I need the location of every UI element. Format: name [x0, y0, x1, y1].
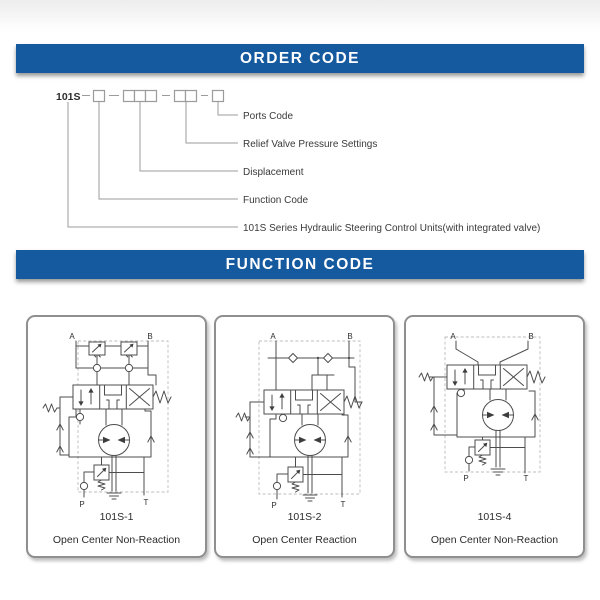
order-code-prefix: 101S [56, 91, 81, 103]
directional-valve-symbol [73, 385, 171, 409]
check-valve-symbol [93, 364, 100, 371]
panel-model: 101S-4 [477, 511, 512, 523]
label-displacement: Displacement [243, 167, 304, 178]
code-box [124, 91, 135, 102]
code-box-group-function [94, 91, 105, 102]
leader-series [68, 102, 238, 227]
code-box-group-displacement [124, 91, 157, 102]
leader-ports-code [218, 102, 238, 116]
check-valve-symbol [76, 413, 83, 420]
order-code-diagram [0, 85, 600, 245]
panel-model: 101S-2 [287, 511, 322, 523]
code-box [213, 91, 224, 102]
function-panel-101s-2 [214, 315, 395, 558]
order-code-header [16, 44, 584, 73]
function-code-header-label: FUNCTION CODE [225, 255, 375, 273]
schematic-101s-1 [36, 327, 196, 517]
order-code-header-label: ORDER CODE [239, 49, 361, 67]
panel-description: Open Center Reaction [252, 534, 357, 546]
leader-relief-valve [186, 102, 238, 144]
code-box [186, 91, 197, 102]
port-a-label: A [69, 332, 75, 341]
code-box [94, 91, 105, 102]
function-code-header [16, 250, 584, 279]
check-diamond-symbol [289, 354, 298, 363]
directional-valve-symbol [264, 390, 362, 414]
port-p-label: P [463, 474, 469, 483]
relief-valve-symbol [94, 465, 109, 490]
relief-valve-symbol [475, 440, 490, 465]
metering-motor-symbol [99, 425, 130, 456]
circuit-boundary-dashed [259, 341, 360, 494]
check-valve-symbol [465, 456, 472, 463]
label-function-code: Function Code [243, 195, 309, 206]
port-t-label: T [340, 500, 346, 509]
code-box [175, 91, 186, 102]
port-p-label: P [79, 500, 85, 509]
label-ports-code: Ports Code [243, 111, 294, 122]
tank-symbol [107, 493, 121, 499]
code-box [146, 91, 157, 102]
metering-motor-symbol [295, 425, 326, 456]
panel-model: 101S-1 [99, 511, 134, 523]
panel-description: Open Center Non-Reaction [52, 534, 181, 546]
code-box-group-ports [213, 91, 224, 102]
check-diamond-symbol [324, 354, 333, 363]
junction-dot [348, 357, 350, 359]
code-box-group-pressure [175, 91, 197, 102]
port-b-label: B [347, 332, 353, 341]
shock-valve-symbol [121, 342, 137, 357]
label-series: 101S Series Hydraulic Steering Control Units(with integrated valve) [243, 223, 541, 234]
label-relief-valve: Relief Valve Pressure Settings [243, 139, 378, 150]
port-t-label: T [523, 474, 529, 483]
port-b-label: B [528, 332, 534, 341]
circuit-boundary-dashed [78, 341, 168, 492]
panel-description: Open Center Non-Reaction [430, 534, 559, 546]
relief-valve-symbol [288, 467, 303, 492]
leader-displacement [140, 102, 238, 172]
port-p-label: P [271, 501, 277, 510]
shock-valve-symbol [89, 342, 105, 357]
code-box [135, 91, 146, 102]
port-a-label: A [450, 332, 456, 341]
check-valve-symbol [279, 414, 286, 421]
leader-function-code [99, 102, 238, 200]
port-t-label: T [143, 498, 149, 507]
schematic-101s-4 [414, 327, 574, 517]
check-valve-symbol [457, 389, 464, 396]
junction-dot [317, 357, 319, 359]
check-valve-symbol [273, 482, 280, 489]
tank-symbol [303, 495, 317, 501]
function-panel-101s-1 [26, 315, 207, 558]
check-valve-symbol [80, 482, 87, 489]
port-a-label: A [270, 332, 276, 341]
function-panel-101s-4 [404, 315, 585, 558]
tank-symbol [491, 469, 505, 475]
spring-symbol [43, 404, 57, 412]
check-valve-symbol [125, 364, 132, 371]
metering-motor-symbol [483, 400, 514, 431]
port-b-label: B [147, 332, 153, 341]
directional-valve-symbol [447, 365, 545, 389]
schematic-101s-2 [224, 327, 384, 517]
page-top-shading [0, 0, 600, 32]
